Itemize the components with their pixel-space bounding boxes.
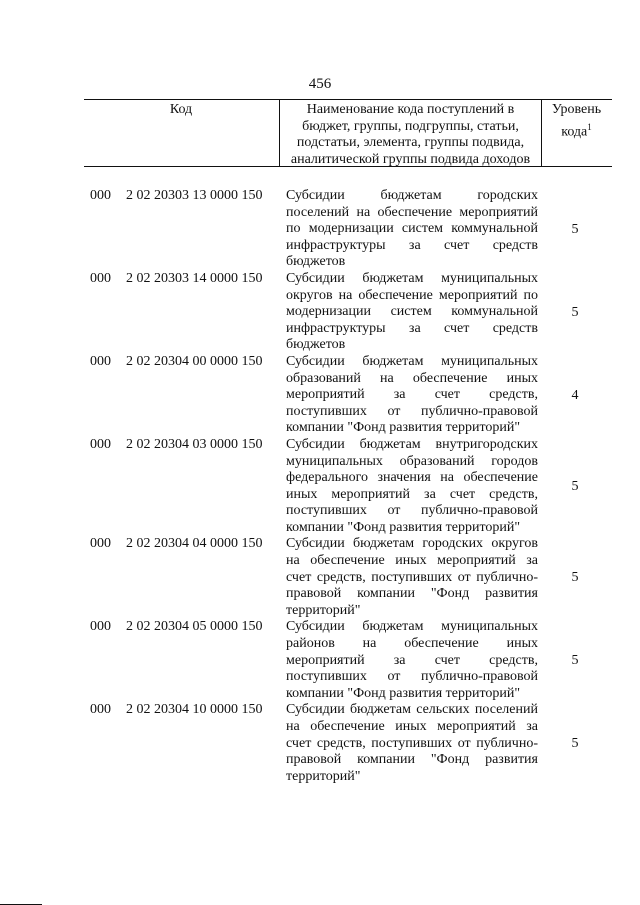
row-name: Субсидии бюджетам сельских поселений на обеспечение иных мероприятий за счет средств, поступивших от публично-правовой компании "Фонд развития территорий"	[286, 702, 538, 784]
header-name-line: бюджет, группы, подгруппы, статьи,	[302, 118, 519, 134]
row-name: Субсидии бюджетам муниципальных районов на обеспечение иных мероприятий за счет средств, поступивших от публично-правовой компании "Фонд развития территорий"	[286, 619, 538, 701]
row-prefix: 000	[90, 619, 111, 635]
row-level: 5	[571, 478, 579, 494]
table-row	[0, 702, 640, 785]
header-name-line: подстатьи, элемента, группы подвида,	[296, 135, 525, 150]
row-prefix: 000	[90, 188, 111, 203]
row-prefix: 000	[90, 436, 111, 452]
row-code: 2 02 20303 13 0000 150	[126, 188, 263, 203]
table-row	[0, 354, 640, 437]
header-name-line: аналитической группы подвида доходов	[290, 151, 531, 167]
row-code: 2 02 20304 05 0000 150	[126, 619, 263, 635]
row-name: Субсидии бюджетам муниципальных округов на обеспечение мероприятий по модернизации систем коммунальной инфраструктуры за счет средств бюджетов	[286, 270, 538, 353]
row-level: 5	[571, 304, 579, 320]
row-name: Субсидии бюджетам муниципальных образований на обеспечение иных мероприятий за счет средств, поступивших от публично-правовой компании "Фонд развития территорий"	[286, 353, 538, 436]
row-code: 2 02 20304 10 0000 150	[126, 702, 263, 718]
table-body	[0, 188, 640, 785]
header-level-word: кода	[561, 124, 588, 140]
row-level: 5	[571, 653, 579, 669]
row-level: 5	[571, 222, 579, 237]
row-level: 4	[571, 387, 579, 403]
row-prefix: 000	[90, 536, 111, 552]
row-code: 2 02 20304 04 0000 150	[126, 536, 263, 552]
row-name: Субсидии бюджетам внутригородских муниципальных образований городов федерального значения на обеспечение иных мероприятий за счет средств, поступивших от публично-правовой компании "Фонд развития территорий"	[286, 436, 538, 535]
page-number: 456	[308, 76, 332, 92]
row-code: 2 02 20303 14 0000 150	[126, 270, 263, 286]
header-name	[279, 100, 542, 166]
row-name: Субсидии бюджетам городских поселений на обеспечение мероприятий по модернизации систем коммунальной инфраструктуры за счет средств бюджетов	[286, 188, 538, 270]
row-code: 2 02 20304 00 0000 150	[126, 353, 263, 369]
row-prefix: 000	[90, 702, 111, 718]
footnote-marker: 1	[587, 121, 592, 132]
table-row	[0, 619, 640, 702]
header-name-line: Наименование кода поступлений в	[306, 102, 515, 117]
header-level-line1: Уровень	[551, 102, 602, 117]
row-prefix: 000	[90, 270, 111, 286]
header-level-line2	[541, 119, 612, 141]
header-code: Код	[169, 102, 193, 117]
table-row	[0, 271, 640, 354]
row-level: 5	[571, 736, 579, 752]
table-header	[84, 99, 612, 167]
row-prefix: 000	[90, 353, 111, 369]
row-code: 2 02 20304 03 0000 150	[126, 436, 263, 452]
table-row	[0, 188, 640, 271]
header-level	[541, 100, 612, 166]
row-level: 5	[571, 570, 579, 586]
table-row	[0, 536, 640, 619]
row-name: Субсидии бюджетам городских округов на обеспечение иных мероприятий за счет средств, поступивших от публично-правовой компании "Фонд развития территорий"	[286, 536, 538, 618]
table-row	[0, 437, 640, 537]
